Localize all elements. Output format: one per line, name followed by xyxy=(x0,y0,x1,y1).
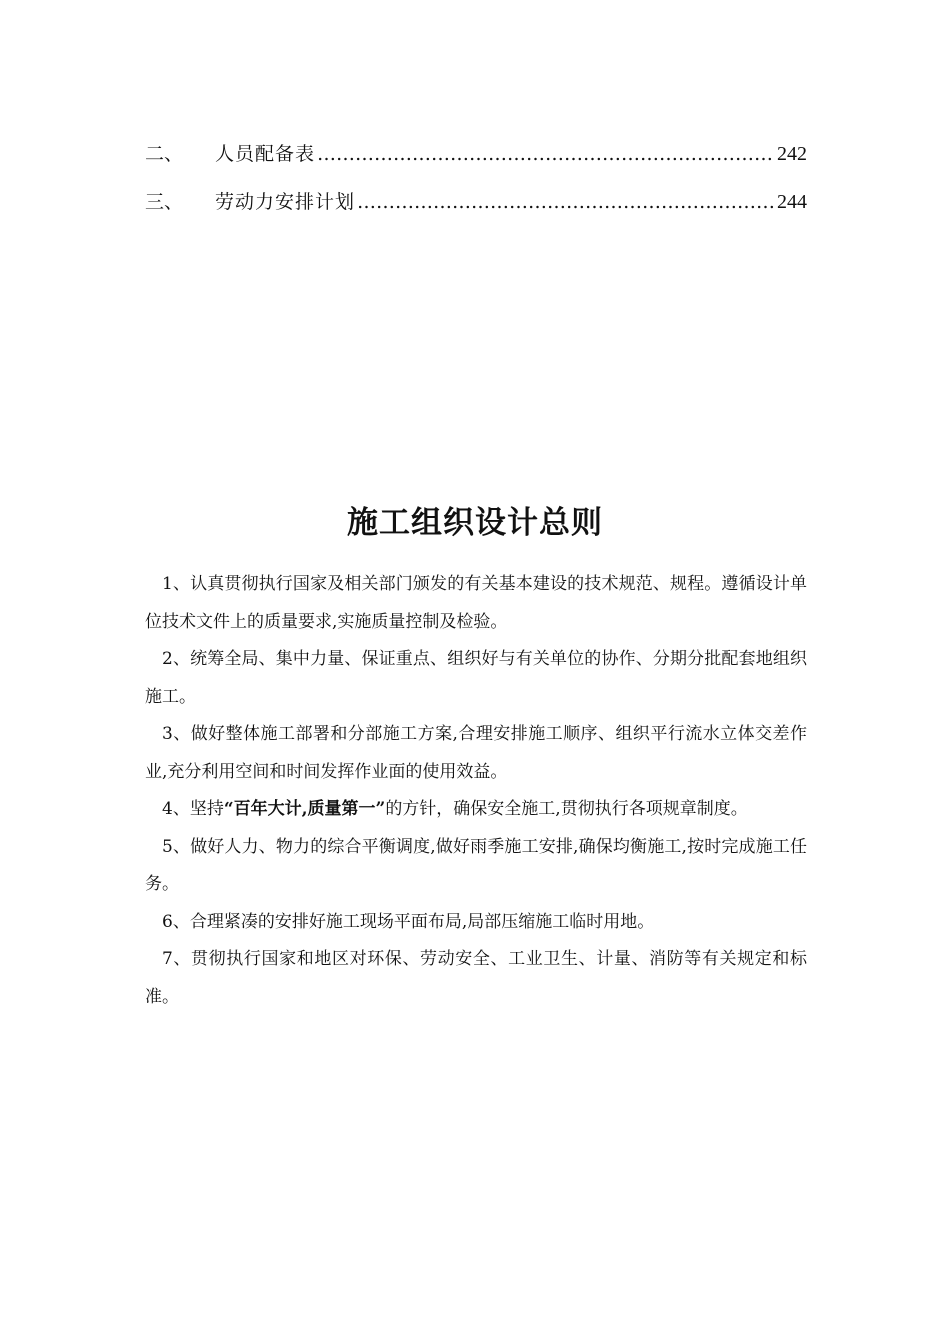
toc-entry-page: 244 xyxy=(777,191,807,213)
principle-text: 6、合理紧凑的安排好施工现场平面布局,局部压缩施工临时用地。 xyxy=(162,911,655,932)
table-of-contents xyxy=(145,130,807,226)
principle-item-6 xyxy=(145,904,807,942)
principle-text: 3、做好整体施工部署和分部施工方案,合理安排施工顺序、组织平行流水立体交差作业,充分利用空间和时间发挥作业面的使用效益。 xyxy=(145,724,807,782)
principle-text: 1、认真贯彻执行国家及相关部门颁发的有关基本建设的技术规范、规程。遵循设计单位技术文件上的质量要求,实施质量控制及检验。 xyxy=(145,574,807,632)
principle-text-continued: 的方针，确保安全施工,贯彻执行各项规章制度。 xyxy=(385,799,748,819)
toc-entry-title: 人员配备表 xyxy=(215,143,316,165)
section-heading: 施工组织设计总则 xyxy=(347,504,603,541)
principle-emphasis: “百年大计,质量第一” xyxy=(223,799,386,819)
toc-dot-leader xyxy=(357,178,775,226)
toc-entry-number: 二、 xyxy=(145,143,184,165)
principle-item-1 xyxy=(145,566,807,641)
principle-item-4 xyxy=(145,791,807,829)
principle-item-3 xyxy=(145,716,807,791)
toc-entry-staffing-table[interactable] xyxy=(145,130,807,178)
principles-list xyxy=(145,566,807,1016)
principle-text: 4、坚持 xyxy=(162,799,224,819)
toc-entry-page: 242 xyxy=(777,143,807,165)
toc-entry-title: 劳动力安排计划 xyxy=(215,191,356,213)
principle-item-2 xyxy=(145,641,807,716)
principle-text: 2、统筹全局、集中力量、保证重点、组织好与有关单位的协作、分期分批配套地组织施工。 xyxy=(145,649,807,707)
principle-text: 5、做好人力、物力的综合平衡调度,做好雨季施工安排,确保均衡施工,按时完成施工任务。 xyxy=(145,836,807,894)
toc-dot-leader xyxy=(317,130,775,178)
principle-item-7 xyxy=(145,941,807,1016)
toc-entry-number: 三、 xyxy=(145,191,184,213)
principle-item-5 xyxy=(145,829,807,904)
principle-text: 7、贯彻执行国家和地区对环保、劳动安全、工业卫生、计量、消防等有关规定和标准。 xyxy=(145,949,807,1007)
toc-entry-labor-plan[interactable] xyxy=(145,178,807,226)
